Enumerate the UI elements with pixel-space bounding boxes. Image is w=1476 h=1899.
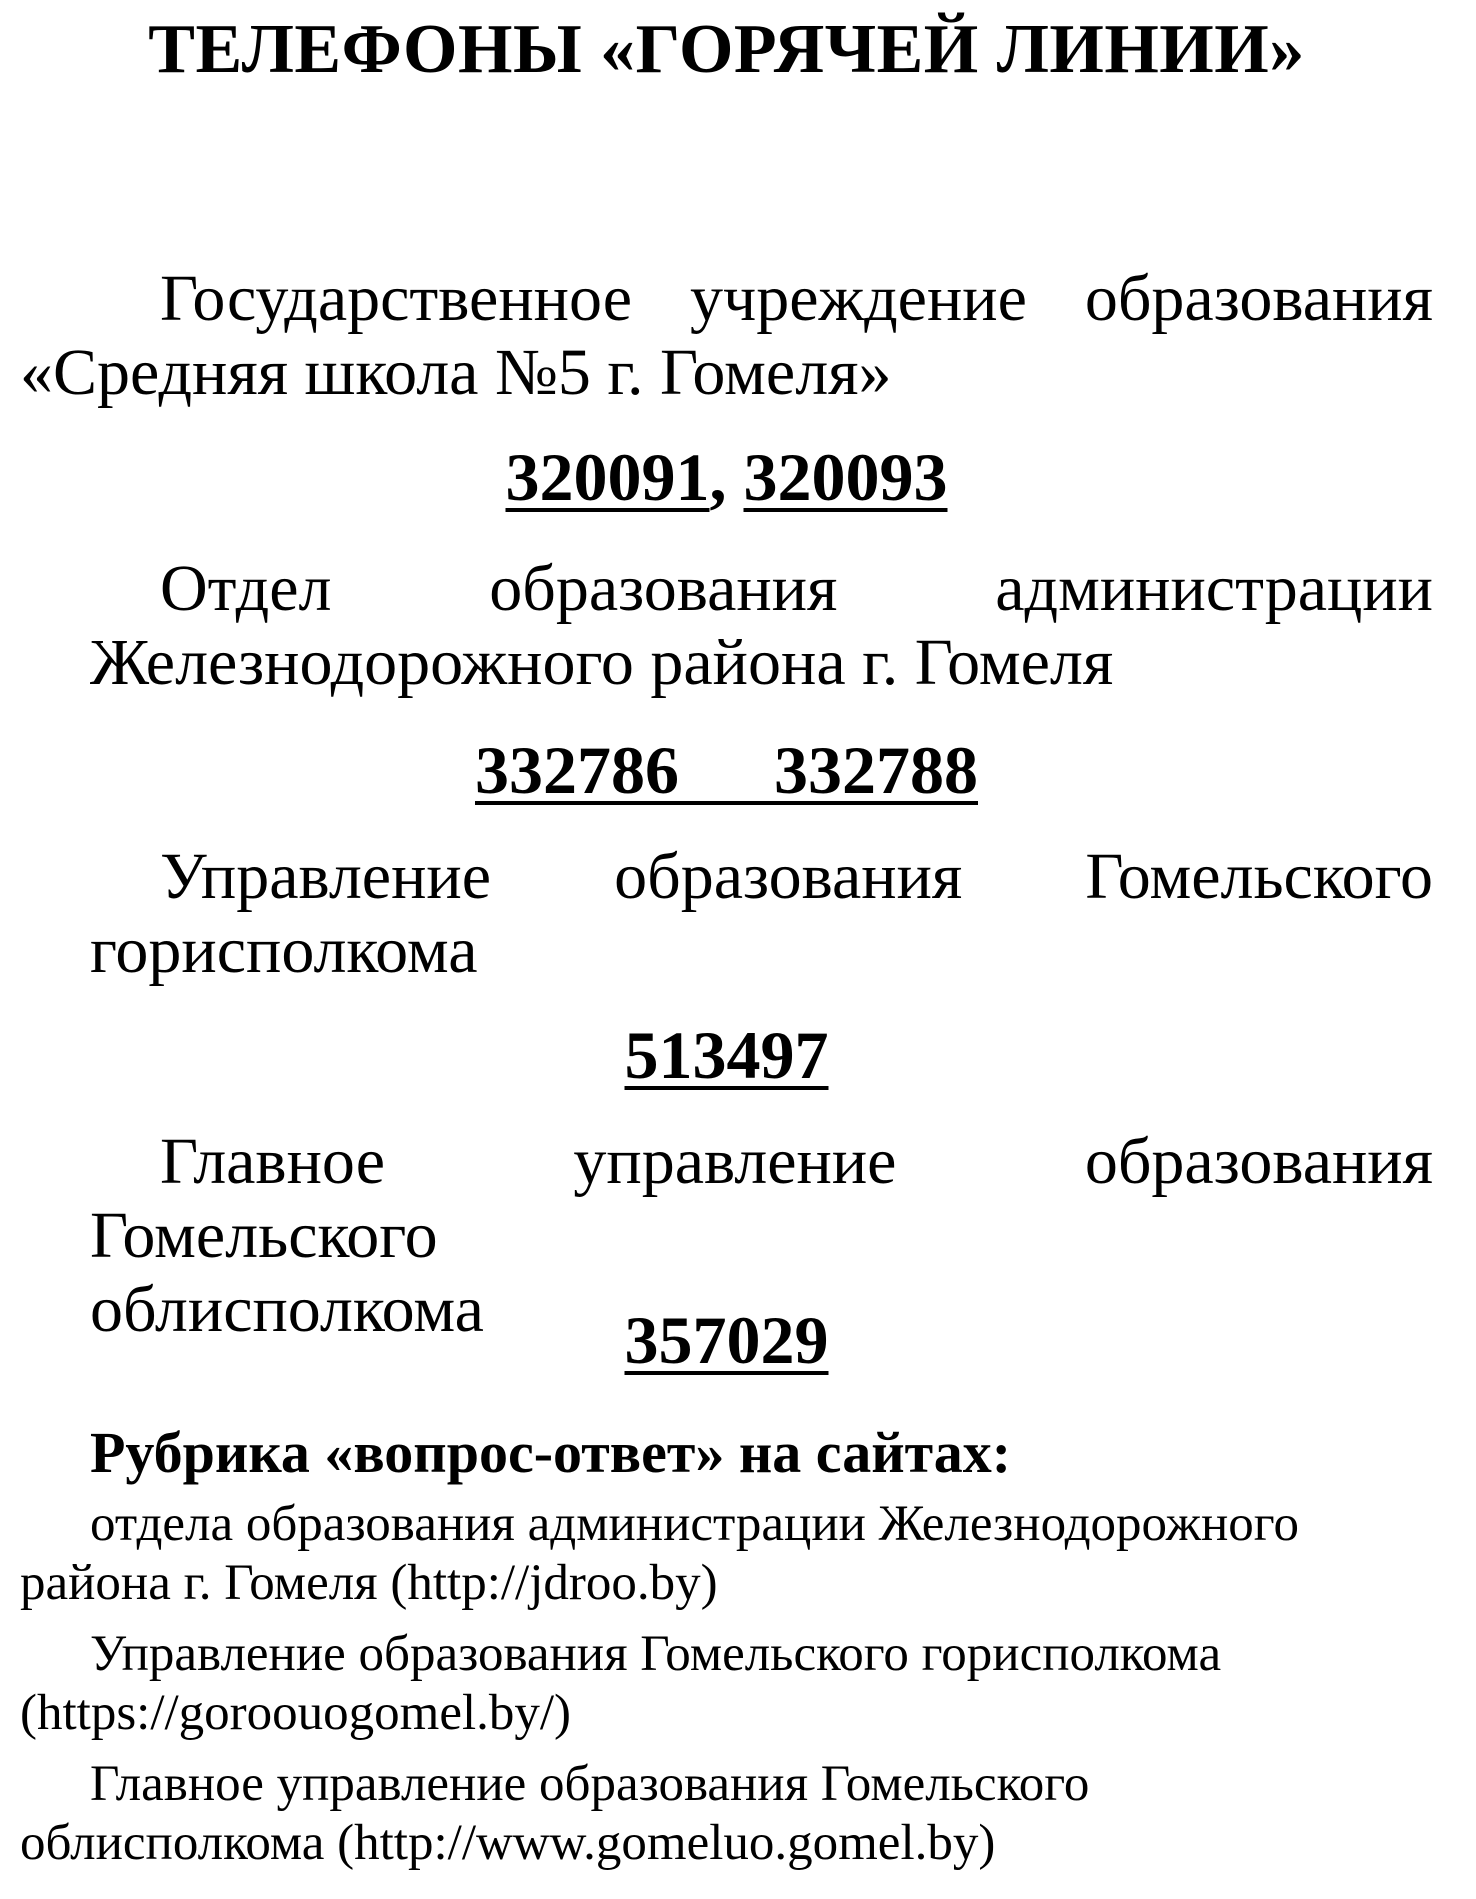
phone-number: 513497 [624,1017,829,1093]
entry-school-name-line1: Государственное учреждение образования [160,262,1433,335]
entry-school-name [20,262,1433,410]
phone-number: 320093 [743,439,948,515]
phone-number: 357029 [624,1302,829,1378]
entry-region-dept-line2: облисполкома [90,1273,484,1346]
rubric-site-line1: Главное управление образования Гомельского [90,1756,1090,1812]
rubric-site-item [20,1495,1433,1613]
entry-region-dept-line1: Главное управление образования Гомельского [90,1125,1433,1272]
rubric-site-line1: Управление образования Гомельского горисполкома [90,1626,1222,1682]
phone-number: 332786 [475,732,679,808]
rubric-site-item [20,1755,1433,1873]
entry-region-phone [20,1300,1433,1380]
page-title: ТЕЛЕФОНЫ «ГОРЯЧЕЙ ЛИНИИ» [148,11,1305,88]
entry-district-dept-line2: Железнодорожного района г. Гомеля [90,626,1114,699]
rubric-site-line2: облисполкома (http://www.gomeluo.gomel.by) [20,1815,996,1871]
entry-district-dept [20,552,1433,700]
entry-city-dept-line2: горисполкома [90,914,478,987]
rubric-site-line2: (https://goroouogomel.by/) [20,1685,572,1741]
entry-district-phones [20,730,1433,810]
entry-school-name-line2: «Средняя школа №5 г. Гомеля» [20,336,892,409]
rubric-heading: Рубрика «вопрос-ответ» на сайтах: [90,1420,1012,1485]
rubric-site-line1: отдела образования администрации Железнодорожного [90,1496,1299,1552]
entry-city-phone [20,1015,1433,1095]
phone-number: 320091 [505,439,710,515]
phone-underline-gap [679,791,774,805]
phone-number: 332788 [774,732,978,808]
entry-city-dept [20,840,1433,988]
rubric-site-line2: района г. Гомеля (http://jdroo.by) [20,1555,718,1611]
entry-school-phones [20,437,1433,517]
phone-separator: , [709,439,727,515]
rubric-site-item [20,1625,1433,1743]
entry-district-dept-line1: Отдел образования администрации [160,552,1433,625]
entry-city-dept-line1: Управление образования Гомельского [160,840,1433,913]
